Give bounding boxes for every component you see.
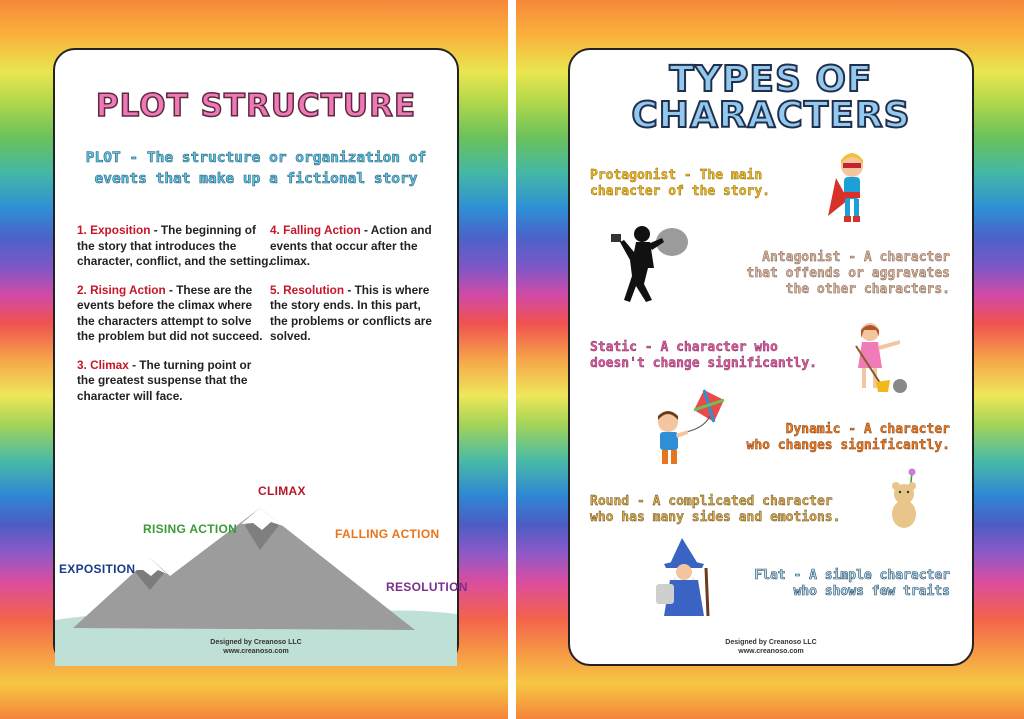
boy-with-kite-icon xyxy=(646,388,730,472)
characters-footer: Designed by Creanoso LLC www.creanoso.com xyxy=(725,639,817,655)
diagram-label-climax: CLIMAX xyxy=(258,484,306,498)
diagram-label-resolution: RESOLUTION xyxy=(386,580,468,594)
plot-definition: PLOT - The structure or organization of events that make up a fictional story xyxy=(85,150,427,187)
plot-item-exposition: 1. Exposition - The beginning of the story that introduces the character, conflict, and the setting. xyxy=(77,223,272,268)
plot-item-rising-action: 2. Rising Action - These are the events before the climax where the characters attempt to solve the problem but did not succeed. xyxy=(77,282,263,343)
type-protagonist: Protagonist - The main character of the story. xyxy=(590,168,771,199)
type-dynamic: Dynamic - A character who changes significantly. xyxy=(746,422,950,453)
thief-icon xyxy=(608,220,692,304)
plot-item-falling-action: 4. Falling Action - Action and events that occur after the climax. xyxy=(270,223,432,268)
characters-title: TYPES OF CHARACTERS xyxy=(631,59,911,136)
types-of-characters-poster xyxy=(516,0,1024,719)
type-static: Static - A character who doesn't change significantly. xyxy=(590,340,817,371)
type-antagonist: Antagonist - A character that offends or aggravates the other characters. xyxy=(746,250,950,297)
diagram-label-exposition: EXPOSITION xyxy=(59,562,136,576)
type-round: Round - A complicated character who has many sides and emotions. xyxy=(590,494,841,525)
wizard-icon xyxy=(652,538,716,618)
plot-structure-poster xyxy=(0,0,508,719)
diagram-label-falling-action: FALLING ACTION xyxy=(335,527,440,541)
bear-with-flower-icon xyxy=(884,468,924,534)
plot-item-resolution: 5. Resolution - This is where the story ends. In this part, the problems or conflicts are solved. xyxy=(270,282,432,343)
type-flat: Flat - A simple character who shows few traits xyxy=(754,568,950,599)
superhero-icon xyxy=(822,150,882,228)
girl-sweeping-icon xyxy=(848,320,914,396)
diagram-label-rising-action: RISING ACTION xyxy=(143,522,238,536)
plot-column-left xyxy=(77,223,272,417)
plot-card xyxy=(53,48,468,666)
plot-title: PLOT STRUCTURE xyxy=(95,88,417,124)
plot-column-right xyxy=(270,223,440,358)
plot-footer: Designed by Creanoso LLC www.creanoso.com xyxy=(210,639,302,655)
characters-card xyxy=(568,48,974,666)
plot-item-climax: 3. Climax - The turning point or the greatest suspense that the character will face. xyxy=(77,357,252,403)
